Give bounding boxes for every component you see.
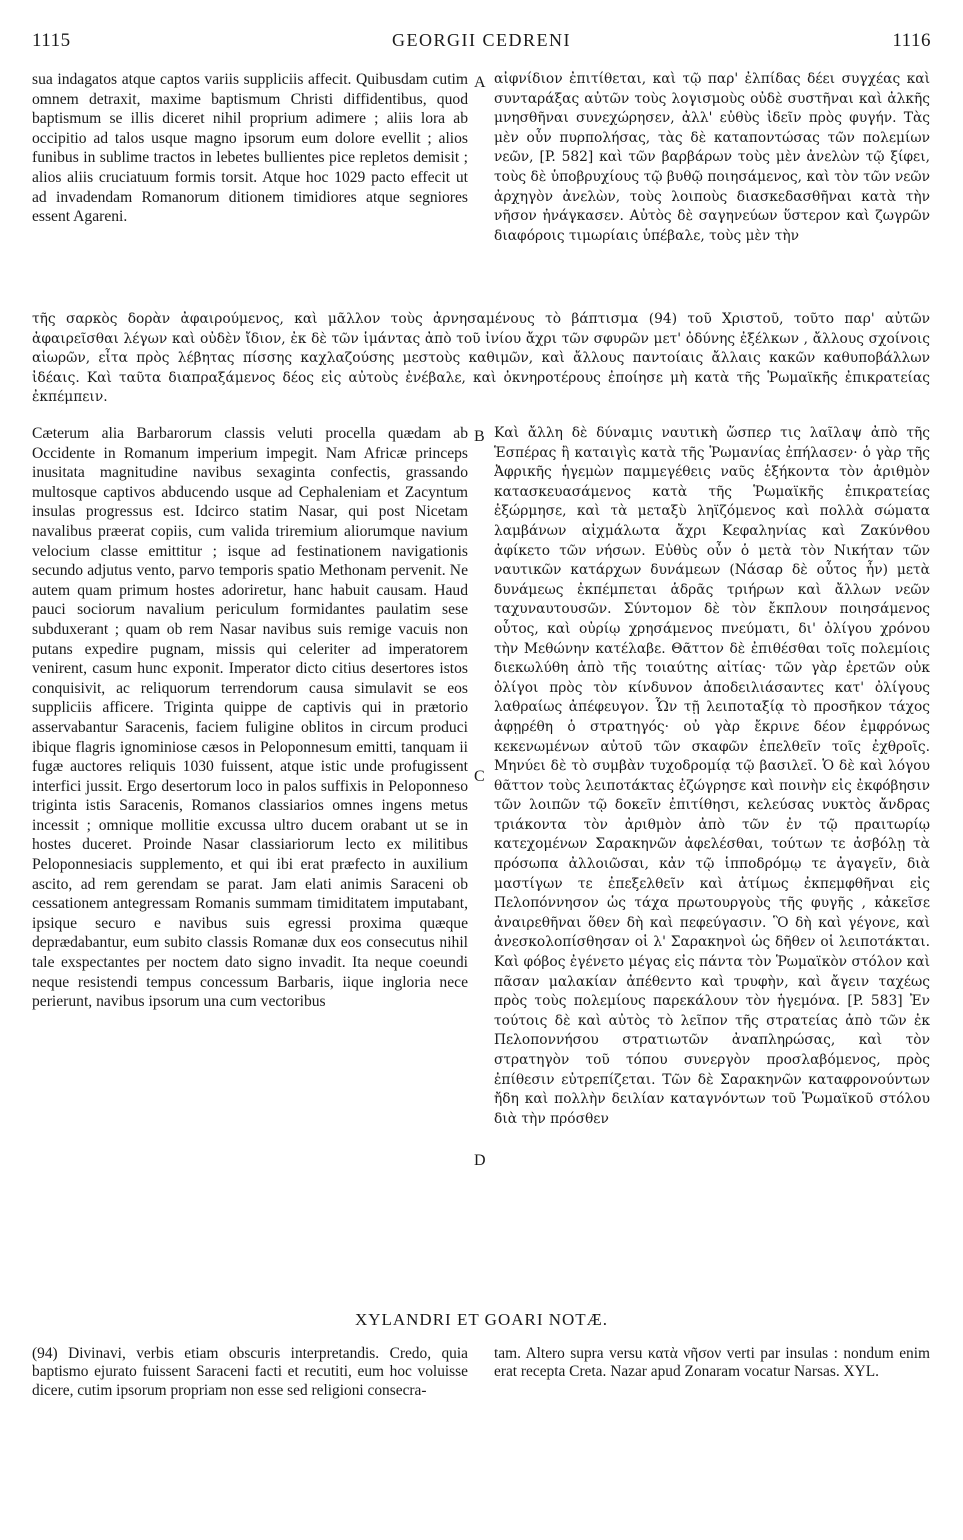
greek-text-b: Καὶ ἄλλη δὲ δύναμις ναυτικὴ ὥσπερ τις λαῖλαψ ἀπὸ τῆς Ἑσπέρας ἢ καταιγὶς κατὰ τῆς Ῥωμανίας ἐπήλασεν· ὁ γὰρ τῆς Ἀφρικῆς ἡγεμὼν παμμεγέθεις ναῦς ἑξήκοντα τὸν ἀριθμὸν κατασκευασάμενος κατὰ τῆς Ῥωμαϊκῆς ἐπικρατείας ἐξώρμησε, καὶ τὰ μεταξὺ ληϊζόμενος καὶ πολλὰ σώματα λαμβάνων αἰχμάλωτα ἄχρι Κεφαληνίας καὶ Ζακύνθου ἀφίκετο τῶν νήσων. Εὐθὺς οὖν ὁ μετὰ τὸν Νικήταν τῶν ναυτικῶν κατάρχων δυνάμεων (Νάσαρ δὲ οὗτος ἦν) μετὰ δυνάμεως ἐκπέμπεται ἁδρᾶς τριήρων καὶ ἄλλων νεῶν ταχυναυτουσῶν. Σύντομον δὲ τὸν ἔκπλουν ποιησάμενος οὗτος, καὶ οὐρίῳ χρησάμενος πνεύματι, δι' ὀλίγου χρόνου τὴν Μεθώνην κατέλαβε. Θᾶττον δὲ ἐπιθέσθαι τοῖς πολεμίοις διεκωλύθη ἀπὸ τῆς τοιαύτης αἰτίας· τῶν γὰρ ἐρετῶν οὐκ ὀλίγοι πρὸς τὸν κίνδυνον ἀποδειλιάσαντες κατ' ὀλίγους λαθραίως ἀπέφευγον. Ὧν τῇ λειποταξίᾳ τὸ προσῆκον τάχος ἀφῃρέθη ὁ στρατηγός· οὐ γὰρ ἔκρινε δέον ἐμφρόνως κεκενωμένων αὐτοῦ τῶν σκαφῶν ἐπελθεῖν τοῖς ἐχθροῖς. Μηνύει δὲ τὸ συμβὰν τυχοδρομίᾳ τῷ βασιλεῖ. Ὁ δὲ καὶ λόγου θᾶττον τοὺς λειποτάκτας ἐζώγρησε καὶ ποινὴν εἰς ἐκφόβησιν τῶν λοιπῶν τῷ δοκεῖν ἐπιτίθησι, κελεύσας νυκτὸς ἄνδρας τριάκοντα τὸν ἀριθμὸν ἀπὸ τῶν ἐν τῷ πραιτωρίῳ κατεχομένων Σαρακηνῶν ἀφελέσθαι, τούτων τε ἀσβόλῃ τὰ πρόσωπα ἀλλοιῶσαι, κἀν τῷ ἱπποδρόμῳ τε ἀγαγεῖν, διὰ μαστίγων τε ἐπεξελθεῖν καὶ ἀτίμως ἐκπεμφθῆναι εἰς Πελοπόννησον ὡς τάχα πρωτουργοὺς τῆς φυγῆς , κἀκεῖσε ἀναιρεθῆναι ὅθεν δὴ καὶ πεφεύγασιν. Ὃ δὴ καὶ γέγονε, καὶ ἀνεσκολοπίσθησαν οἱ λ' Σαρακηνοὶ ὡς δῆθεν οἱ λειποτάκται. Καὶ φόβος ἐγένετο μέγας εἰς πάντα τὸν Ῥωμαϊκὸν στόλον καὶ πᾶσαν μαλακίαν ἀπέθεντο καὶ τρυφὴν, καὶ ἄγειν ταχέως πρὸς τοὺς πολεμίους παρεκάλουν τὸν ἡγεμόνα. [P. 583] Ἐν τούτοις δὲ καὶ αὐτὸς τὸ λεῖπον τῆς στρατείας ἀπὸ τῶν ἐκ Πελοποννήσου στρατιωτῶν ἀναπληρώσας, καὶ τὸν στρατηγὸν τοῦ τόπου συνεργὸν προσλαβόμενος, πρὸς ἐπίθεσιν εὐτρεπίζεται. Τῶν δὲ Σαρακηνῶν καταφρονούντων ἤδη καὶ πολλὴν δειλίαν καταγνόντων τοῦ Ῥωμαϊκοῦ στόλου διὰ τὴν πρόσθεν [494,425,930,1127]
latin-text-a: sua indagatos atque captos variis suppliciis affecit. Quibusdam cutim omnem detraxit, maxime baptismum Christi diffidentibus, quod baptismum se illis diceret nihil proprium adimere ; aliis lora ab occipitio ad talos usque magno ipsorum eum dolore evellit ; alios funibus in sublime tractos in lebetes bullientes pice repletos demisit ; alios aliis cruciatuum formis torsit. Atque hoc 1029 pacto effecit ut ad invadendam Romanorum ditionem timidiores atque segniores essent Agareni. [32,71,468,226]
greek-column-b [494,424,930,1304]
margin-marker-c: C [474,768,485,785]
left-page-number: 1115 [32,30,71,51]
greek-wide-text: τῆς σαρκὸς δορὰν ἀφαιρούμενος, καὶ μᾶλλον τοὺς ἀρνησαμένους τὸ βάπτισμα (94) τοῦ Χριστοῦ, τοῦτο παρ' αὐτῶν ἀφαιρεῖσθαι λέγων καὶ οὐδὲν ἴδιον, ἐκ δὲ τῶν ἱμάντας ἀπὸ τοῦ ἰνίου ἄχρι τῶν σφυρῶν μετ' ὀδύνης ἐξέλκων , ἄλλους σχοίνοις αἰωρῶν, εἶτα πρὸς λέβητας πίσσης καχλαζούσης μεστοὺς καθιμῶν, καὶ ἄλλους παντοίαις ἄλλαις κακῶν καθυποβάλλων ἰδέαις. Καὶ ταῦτα διαπραξάμενος δέος εἰς αὐτοὺς ἐνέβαλε, καὶ ὀκνηροτέρους ἐποίησε μὴ κατὰ τῆς Ῥωμαϊκῆς ἐπικρατείας ἐκπέμπειν. [32,311,930,406]
note-94-text: (94) Divinavi, verbis etiam obscuris interpretandis. Credo, quia baptismo ejurato fuissent Saraceni facti et recutiti, eum hoc voluisse dicere, cutim ipsorum propriam non esse sed religioni consecra- [32,1345,468,1399]
greek-text-a: αἰφνίδιον ἐπιτίθεται, καὶ τῷ παρ' ἐλπίδας δέει συγχέας καὶ συνταράξας αὐτῶν τοὺς λογισμοὺς οὐδὲ συστῆναι καὶ ἀλκῆς μνησθῆναι συνεχώρησεν, ἀλλ' εὐθὺς ἰδεῖν πρὸς φυγήν. Τὰς μὲν οὖν πυρπολήσας, τὰς δὲ καταποντώσας τῶν πολεμίων νεῶν, [P. 582] καὶ τῶν βαρβάρων τοὺς μὲν ἀνελὼν τῷ ξίφει, τοὺς δὲ ὑποβρυχίους τῷ βυθῷ ποιησάμενος, καὶ τὸν τῶν νεῶν ἀρχηγὸν ἀνελὼν, τοὺς λοιποὺς διασκεδασθῆναι κατὰ τὴν νῆσον ἠνάγκασεν. Αὐτὸς δὲ σαγηνεύων ὕστερον καὶ ζωγρῶν διαφόροις τιμωρίαις ὑπέβαλε, τοὺς μὲν τὴν [494,71,930,244]
margin-marker-d: D [474,1152,486,1169]
latin-text-b: Cæterum alia Barbarorum classis veluti procella quædam ab Occidente in Romanum imperium impegit. Nam Africæ princeps inusitata magnitudine navibus sexaginta confectis, grassando multosque captivos abducendo usque ad Cephaleniam et Zacyntum insulas progressus est. Idcirco statim Nasar, qui post Nicetam navalibus præerat copiis, cum valida triremium aliorumque navium velocium classe emittitur ; isque ad festinationem navigationis secundo adjutus vento, parvo temporis spatio Methonam pervenit. Ne autem quam primum hostes adoriretur, hanc habuit causam. Haud pauci sociorum navalium periculum formidantes paulatim sese subduxerant ; quam ob rem Nasar navibus suis remige vacuis non putans expedire pugnam, missis qui celeriter ad imperatorem venirent, casum hunc exponit. Imperator dicto citius desertores istos conquisivit, ac reliquorum terrendorum causa simulavit se eos suppliciis afficere. Triginta quippe de captivis qui in prætorio asservabantur Saracenis, faciem fuligine oblitos in circum produci ibique flagris ignominiose cæsos in Peloponnesum emitti, tanquam ii fugæ auctores reliquis 1030 fuissent, atque istic unde profugissent interfici jussit. Ergo desertorum loco in palos suffixis in Peloponneso triginta istis Saracenis, Romanos classiarios omnes ingens metus incessit ; omnique mollitie excussa ultro ducem orabant ut se in hostes duceret. Proinde Nasar classiariorum lecto ex militibus Peloponnesiacis supplemento, et qui ibi erat præfecto in auxilium ascito, ad rem gerendam se parat. Jam elati animis Saraceni ob cessationem antegressam Romanis summam timiditatem imputabant, ipsique securo e navibus suis egressi proxima quæque deprædabantur, eum subito classis Romanæ dux eos consecutus nihil tale exspectantes per noctem dato signo invadit. Ita neque coeundi neque resistendi tempus concessum Barbaris, iique ingloria nece perierunt, navibus ipsorum una cum vectoribus [32,425,468,1011]
running-title: GEORGII CEDRENI [392,30,571,50]
latin-column-b [32,424,468,1304]
right-page-number: 1116 [892,30,931,51]
notes-left-column [32,1345,468,1400]
greek-wide-block [32,310,930,410]
greek-column-a [494,70,930,310]
margin-marker-a: A [474,74,486,91]
note-94-continuation: tam. Altero supra versu κατὰ νῆσον verti par insulas : nondum enim erat recepta Creta. Nazar apud Zonaram vocatur Narsas. XYL. [494,1345,930,1381]
running-header [32,30,931,60]
notes-title: XYLANDRI ET GOARI NOTÆ. [354,1310,609,1329]
notes-right-column [494,1345,930,1382]
latin-column-a [32,70,468,310]
margin-marker-b: B [474,428,485,445]
